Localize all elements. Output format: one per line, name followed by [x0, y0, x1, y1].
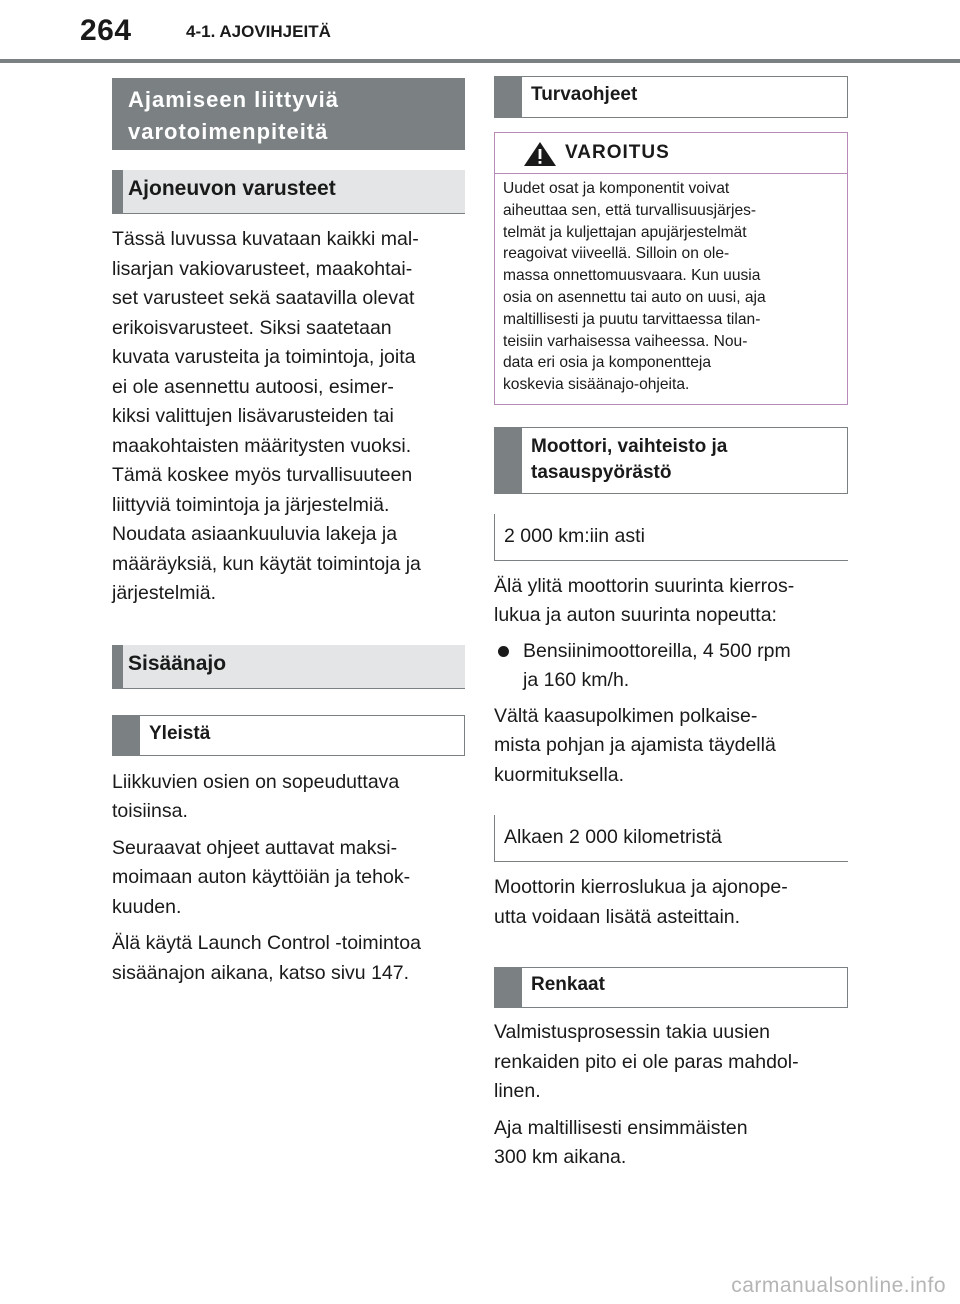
right-column [494, 76, 848, 1173]
text-line: 300 km aikana. [494, 1146, 627, 1169]
text-line: Älä käytä Launch Control -toimintoa [112, 932, 421, 954]
tyres-text [494, 1018, 848, 1173]
header-rule [0, 59, 960, 63]
text-line: maltillisesti ja puutu tarvittaessa tilan- [503, 310, 761, 328]
section-heading-text: Sisäänajo [128, 651, 227, 675]
subheading-text: tasauspyörästö [531, 461, 672, 483]
warning-text [495, 174, 847, 404]
warning-triangle-icon [523, 141, 557, 172]
warning-title: VAROITUS [565, 142, 670, 163]
subheading-safety [494, 76, 848, 118]
subheading-text: Moottori, vaihteisto ja [531, 435, 728, 457]
text-line: määräyksiä, kun käytät toimintoja ja [112, 552, 421, 575]
text-line: teisiin varhaisessa vaiheessa. Nou- [503, 332, 748, 350]
text-line: kuuden. [112, 895, 182, 918]
text-line: kuvata varusteita ja toimintoja, joita [112, 346, 416, 368]
subheading-text: Alkaen 2 000 kilometristä [504, 826, 722, 849]
general-text [112, 768, 465, 989]
text-line: ei ole asennettu autoosi, esimer- [112, 375, 394, 398]
text-line: set varusteet sekä saatavilla olevat [112, 287, 415, 309]
page-header [0, 0, 960, 62]
from-2000km-text [494, 873, 848, 932]
subheading-general [112, 715, 465, 756]
subheading-text: Renkaat [531, 974, 605, 996]
page-number: 264 [80, 14, 132, 47]
warning-header [495, 133, 847, 174]
section-heading-text: Ajoneuvon varusteet [128, 177, 336, 200]
text-line: mista pohjan ja ajamista täydellä [494, 734, 776, 757]
text-line: Tämä koskee myös turvallisuuteen [112, 464, 413, 486]
text-line: utta voidaan lisätä asteittain. [494, 905, 741, 928]
subheading-from-2000km [494, 815, 848, 862]
bullet-dot-icon [498, 646, 509, 657]
text-line: Älä ylitä moottorin suurinta kierros- [494, 574, 795, 597]
text-line: data eri osia ja komponentteja [503, 354, 712, 372]
subheading-text: 2 000 km:iin asti [504, 524, 645, 547]
text-line: Uudet osat ja komponentit voivat [503, 180, 730, 197]
text-line: kuormituksella. [494, 763, 625, 786]
text-line: lisarjan vakiovarusteet, maakohtai- [112, 257, 413, 280]
main-banner: Ajamiseen liittyviä varotoimenpiteitä [112, 78, 465, 150]
chapter-title: 4-1. AJOVIHJEITÄ [186, 22, 331, 41]
text-line: koskevia sisäänajo-ohjeita. [503, 376, 690, 394]
subheading-text: Turvaohjeet [531, 84, 638, 105]
text-line: osia on asennettu tai auto on uusi, aja [503, 288, 766, 306]
text-line: liittyviä toimintoja ja järjestelmiä. [112, 493, 390, 516]
vehicle-equipment-text [112, 225, 465, 609]
text-line: Tässä luvussa kuvataan kaikki mal- [112, 228, 419, 250]
text-line: Moottorin kierroslukua ja ajonope- [494, 876, 788, 899]
subheading-engine-transmission [494, 427, 848, 494]
text-line: linen. [494, 1080, 541, 1103]
text-line: reagoivat viiveellä. Silloin on ole- [503, 245, 730, 263]
text-line: telmät ja kuljettajan apujärjestelmät [503, 223, 747, 241]
text-line: massa onnettomuusvaara. Kun uusia [503, 267, 761, 285]
text-line: erikoisvarusteet. Siksi saatetaan [112, 316, 392, 339]
text-line: sisäänajon aikana, katso sivu 147. [112, 961, 410, 984]
text-line: toisiinsa. [112, 800, 188, 822]
text-line: Liikkuvien osien on sopeuduttava [112, 770, 400, 793]
section-heading-vehicle-equipment [112, 170, 465, 214]
section-heading-running-in [112, 645, 465, 689]
text-line: Noudata asiaankuuluvia lakeja ja [112, 523, 398, 545]
text-line: renkaiden pito ei ole paras mahdol- [494, 1050, 799, 1073]
text-line: Valmistusprosessin takia uusien [494, 1021, 771, 1044]
subheading-tyres [494, 967, 848, 1008]
text-line: lukua ja auton suurinta nopeutta: [494, 604, 777, 627]
subheading-up-to-2000km [494, 514, 848, 561]
text-line: Seuraavat ohjeet auttavat maksi- [112, 836, 398, 859]
text-line: moimaan auton käyttöiän ja tehok- [112, 866, 411, 888]
text-line: Vältä kaasupolkimen polkaise- [494, 704, 758, 727]
text-line: Bensiinimoottoreilla, 4 500 rpm [523, 639, 791, 662]
up-to-2000km-text [494, 572, 848, 791]
text-line: Aja maltillisesti ensimmäisten [494, 1116, 748, 1139]
subheading-text: Yleistä [149, 722, 211, 744]
text-line: aiheuttaa sen, että turvallisuusjärjes- [503, 201, 757, 219]
text-line: maakohtaisten määritysten vuoksi. [112, 434, 412, 457]
watermark[interactable]: carmanualsonline.info [731, 1274, 946, 1297]
text-line: ja 160 km/h. [523, 669, 630, 692]
text-line: kiksi valittujen lisävarusteiden tai [112, 405, 394, 427]
warning-box [494, 132, 848, 405]
text-line: järjestelmiä. [112, 582, 217, 604]
bullet-item [494, 637, 848, 696]
left-column [112, 78, 465, 988]
